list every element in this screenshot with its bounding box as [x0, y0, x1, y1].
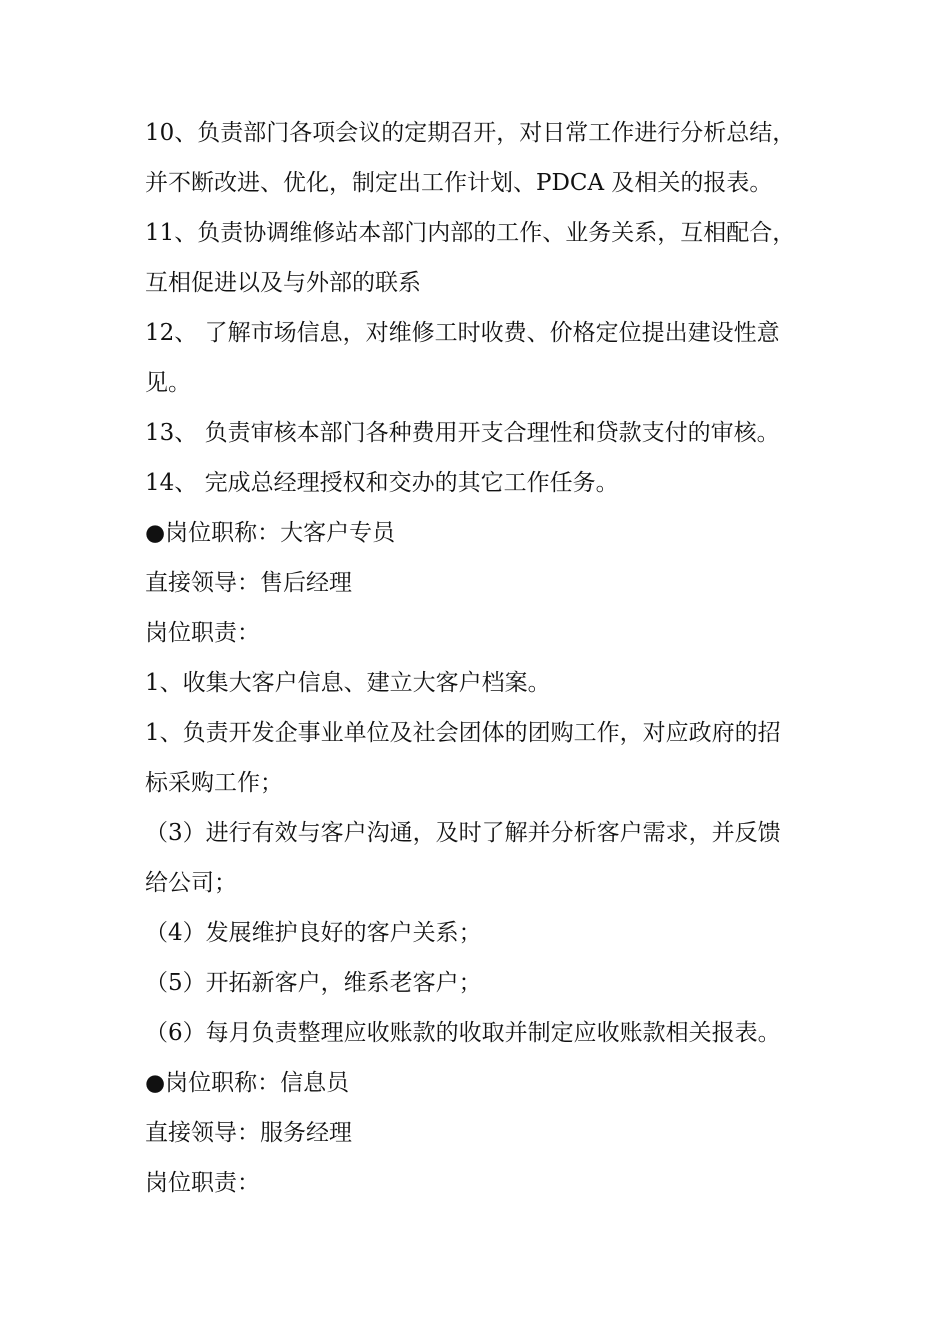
- text-line: 1、收集大客户信息、建立大客户档案。: [145, 670, 551, 696]
- text-line: 见。: [145, 370, 191, 396]
- text-line: 10、负责部门各项会议的定期召开，对日常工作进行分析总结，: [145, 120, 796, 146]
- text-line: 标采购工作；: [145, 770, 283, 796]
- text-line: 岗位职责：: [145, 620, 260, 646]
- section-heading: ●岗位职称：信息员: [145, 1070, 350, 1096]
- text-line: 并不断改进、优化，制定出工作计划、PDCA 及相关的报表。: [145, 170, 773, 196]
- text-line: 直接领导：服务经理: [145, 1120, 352, 1146]
- text-line: 给公司；: [145, 870, 237, 896]
- text-line: 互相促进以及与外部的联系: [145, 270, 421, 296]
- text-line: 1、负责开发企事业单位及社会团体的团购工作，对应政府的招: [145, 720, 781, 746]
- text-line: 11、负责协调维修站本部门内部的工作、业务关系，互相配合，: [145, 220, 796, 246]
- section-heading: ●岗位职称：大客户专员: [145, 520, 396, 546]
- text-line: 12、 了解市场信息，对维修工时收费、价格定位提出建设性意: [145, 320, 780, 346]
- text-line: （5）开拓新客户，维系老客户；: [145, 970, 482, 996]
- text-line: 14、 完成总经理授权和交办的其它工作任务。: [145, 470, 619, 496]
- text-line: （4）发展维护良好的客户关系；: [145, 920, 482, 946]
- text-line: 岗位职责：: [145, 1170, 260, 1196]
- text-line: （6）每月负责整理应收账款的收取并制定应收账款相关报表。: [145, 1020, 781, 1046]
- text-line: 13、 负责审核本部门各种费用开支合理性和贷款支付的审核。: [145, 420, 780, 446]
- text-line: 直接领导：售后经理: [145, 570, 352, 596]
- text-line: （3）进行有效与客户沟通，及时了解并分析客户需求，并反馈: [145, 820, 781, 846]
- document-body: [145, 108, 815, 1208]
